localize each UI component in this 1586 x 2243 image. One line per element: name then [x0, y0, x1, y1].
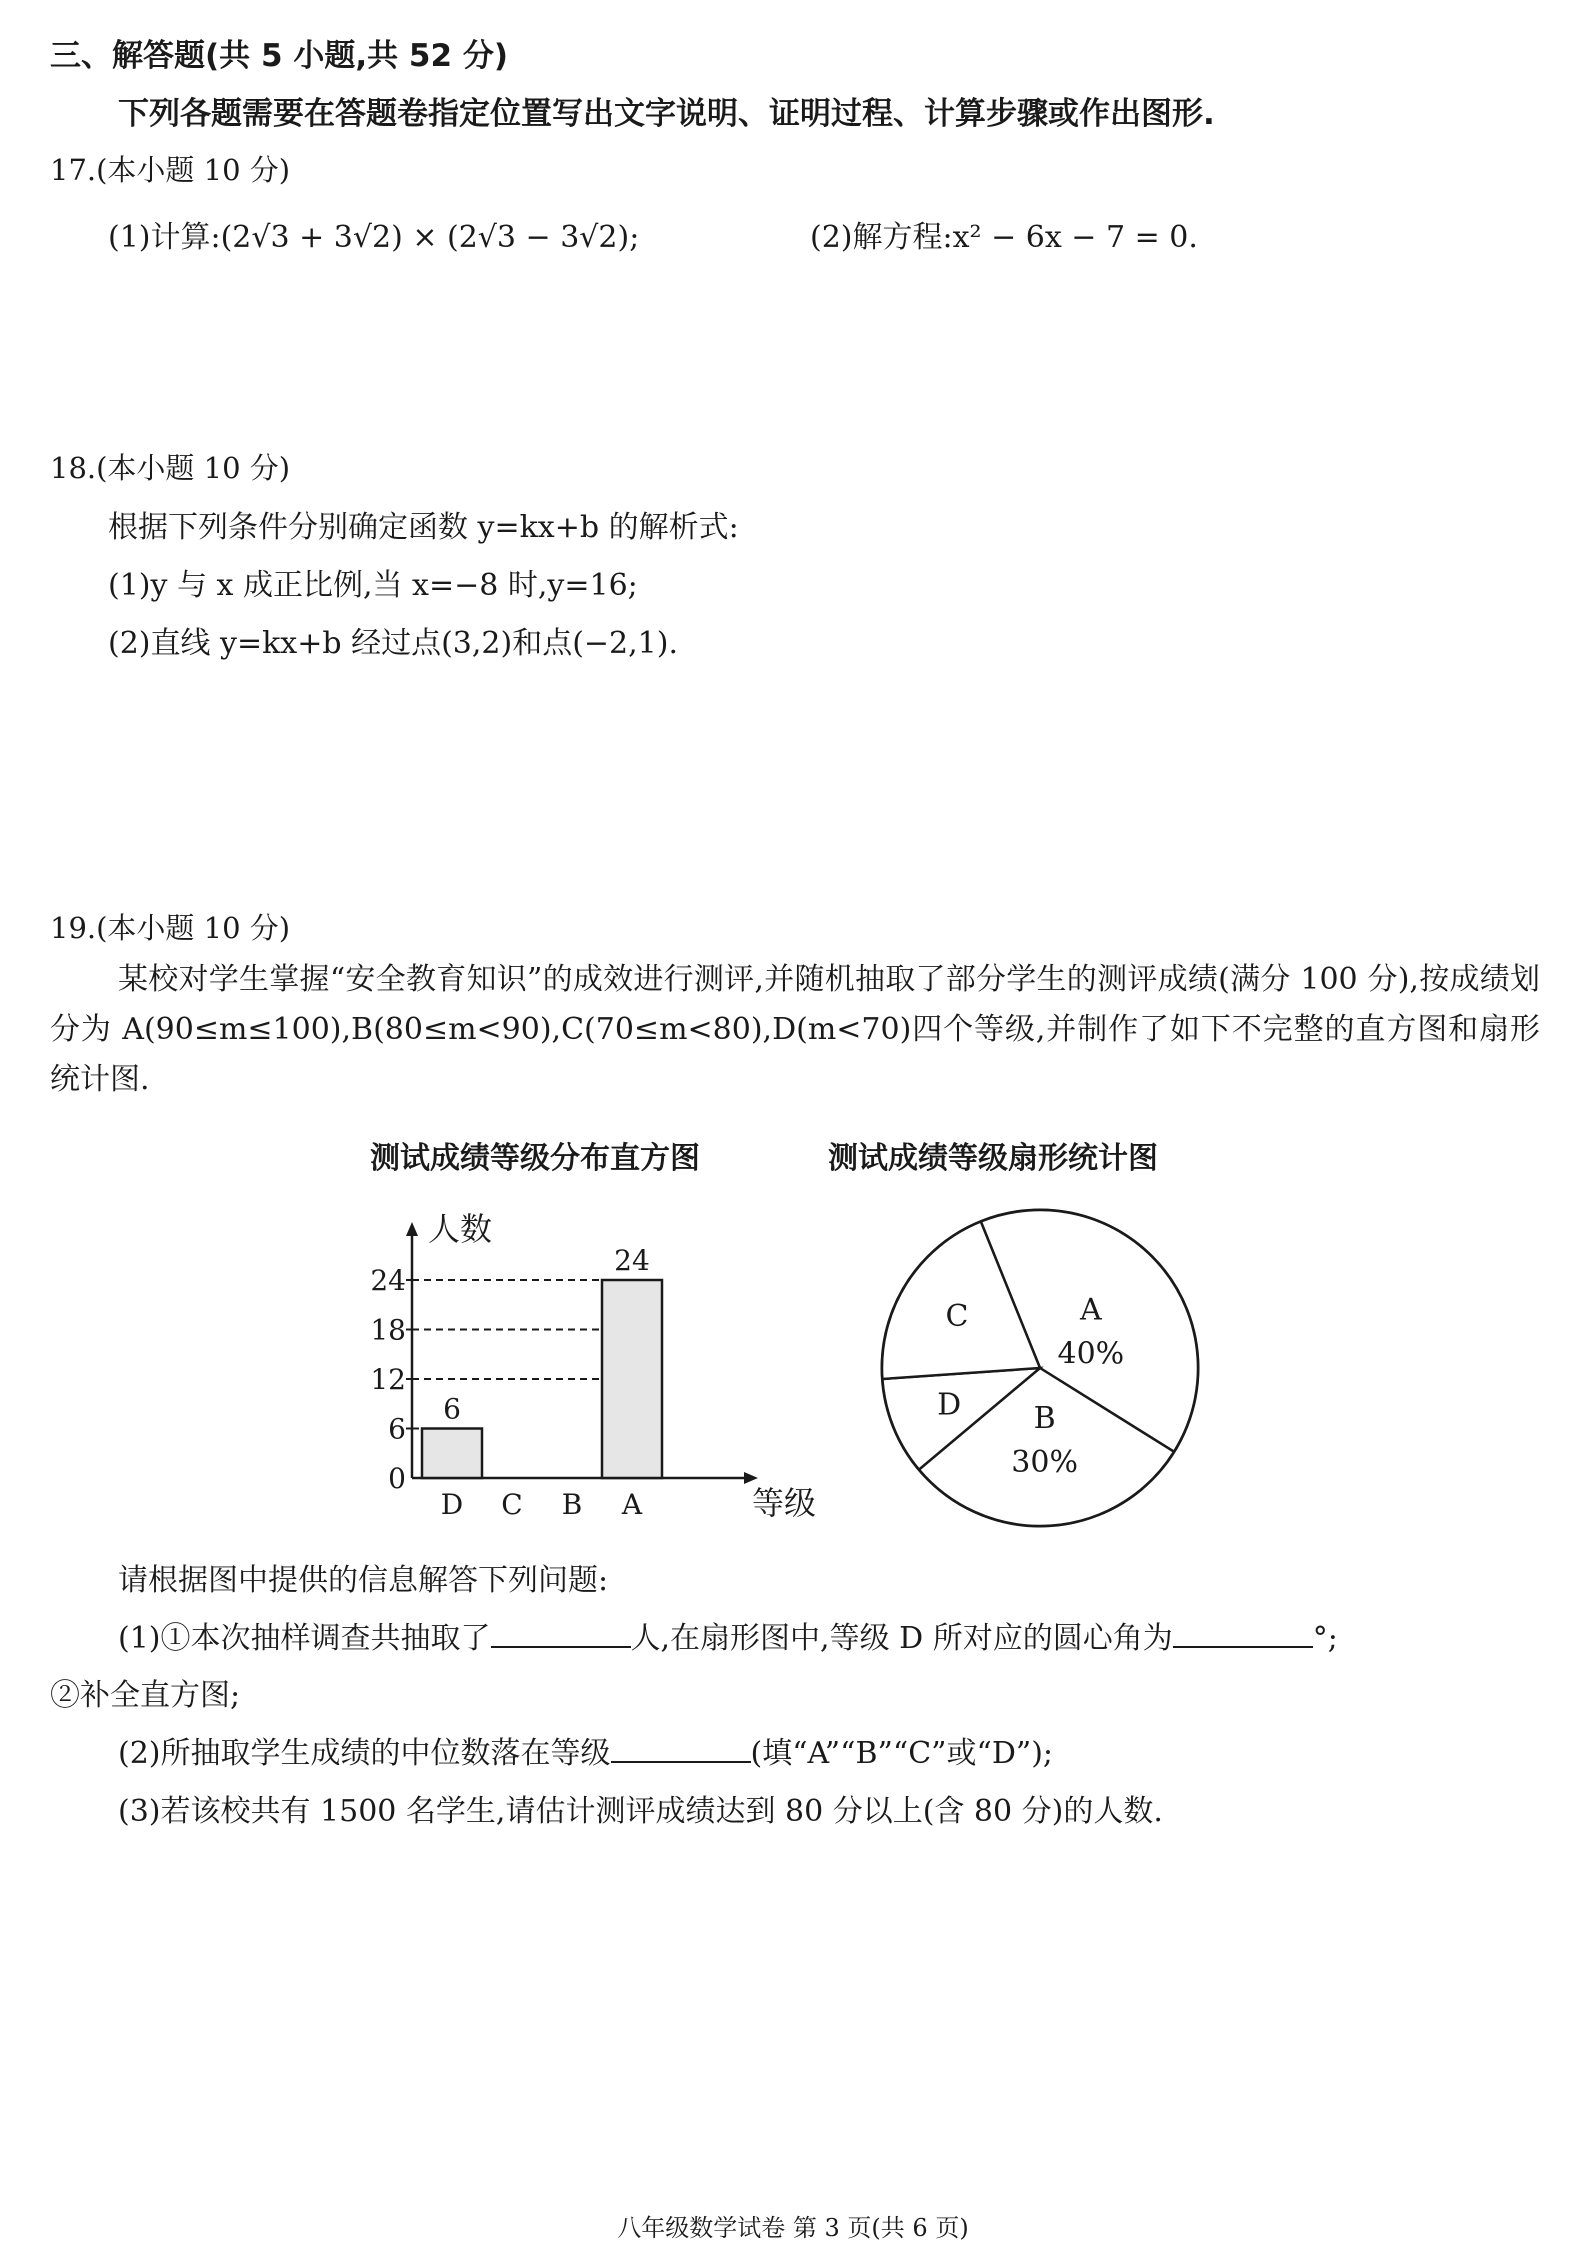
q19-paragraph: 某校对学生掌握“安全教育知识”的成效进行测评,并随机抽取了部分学生的测评成绩(满分 100 分),按成绩划分为 A(90≤m≤100),B(80≤m<90),C(70≤m<80),D(m<70)四个等级,并制作了如下不完整的直方图和扇形统计图.	[50, 962, 1540, 1097]
x-tick-B: B	[561, 1488, 583, 1521]
q19-header: 19.(本小题 10 分)	[50, 911, 291, 945]
pie-label-A: A	[1079, 1292, 1102, 1328]
pie-chart	[860, 1190, 1220, 1550]
q17-part1: (1)计算:(2√3 + 3√2) × (2√3 − 3√2);	[108, 220, 640, 255]
y-axis-arrow	[406, 1222, 418, 1236]
section-intro: 下列各题需要在答题卷指定位置写出文字说明、证明过程、计算步骤或作出图形.	[118, 96, 1215, 132]
q19-q1a	[118, 1613, 1338, 1657]
q19-q2-text2: (填“A”“B”“C”或“D”);	[750, 1736, 1054, 1771]
y-tick-6: 6	[388, 1412, 406, 1446]
bar-label-A: 24	[614, 1244, 650, 1277]
answer-blank-angle[interactable]	[1173, 1618, 1313, 1648]
section-title: 三、解答题(共 5 小题,共 52 分)	[50, 38, 508, 74]
answer-blank-median[interactable]	[611, 1733, 751, 1763]
pie-percent-A: 40%	[1057, 1336, 1125, 1372]
q18-part1: (1)y 与 x 成正比例,当 x=−8 时,y=16;	[108, 568, 638, 603]
q19-prompt: 请根据图中提供的信息解答下列问题:	[118, 1563, 609, 1598]
pie-chart-title: 测试成绩等级扇形统计图	[828, 1141, 1158, 1176]
page-footer: 八年级数学试卷 第 3 页(共 6 页)	[617, 2214, 969, 2242]
y-tick-18: 18	[370, 1313, 406, 1347]
q19-q1a-text2: 人,在扇形图中,等级 D 所对应的圆心角为	[630, 1621, 1173, 1656]
y-tick-24: 24	[370, 1264, 406, 1297]
q19-q3: (3)若该校共有 1500 名学生,请估计测评成绩达到 80 分以上(含 80 分)的人数.	[118, 1794, 1163, 1829]
q18-part2: (2)直线 y=kx+b 经过点(3,2)和点(−2,1).	[108, 626, 678, 661]
pie-label-C: C	[945, 1299, 969, 1335]
x-tick-C: C	[501, 1488, 523, 1521]
q19-q1a-text3: °;	[1312, 1621, 1338, 1656]
bar-A	[602, 1280, 662, 1478]
histogram-chart	[340, 1200, 860, 1540]
x-tick-D: D	[440, 1488, 464, 1521]
q18-intro: 根据下列条件分别确定函数 y=kx+b 的解析式:	[108, 510, 739, 545]
x-axis-arrow	[744, 1472, 758, 1484]
bar-label-D: 6	[443, 1392, 461, 1426]
q19-q1b: ②补全直方图;	[50, 1678, 241, 1713]
answer-blank-count[interactable]	[491, 1618, 631, 1648]
x-tick-A: A	[621, 1488, 643, 1521]
bar-D	[422, 1429, 482, 1479]
y-axis-label: 人数	[428, 1210, 493, 1248]
q17-part2: (2)解方程:x² − 6x − 7 = 0.	[810, 220, 1198, 255]
pie-label-B: B	[1033, 1401, 1056, 1437]
pie-percent-B: 30%	[1011, 1445, 1078, 1481]
q19-q2-text1: (2)所抽取学生成绩的中位数落在等级	[118, 1736, 611, 1771]
y-tick-12: 12	[370, 1363, 406, 1396]
q19-q1a-text1: (1)①本次抽样调查共抽取了	[118, 1621, 491, 1656]
histogram-title: 测试成绩等级分布直方图	[370, 1141, 700, 1176]
q18-header: 18.(本小题 10 分)	[50, 451, 291, 485]
x-axis-label: 等级	[752, 1484, 817, 1522]
q19-q2	[118, 1728, 1053, 1772]
q17-header: 17.(本小题 10 分)	[50, 153, 291, 187]
pie-label-D: D	[937, 1387, 962, 1423]
y-tick-0: 0	[388, 1462, 406, 1495]
